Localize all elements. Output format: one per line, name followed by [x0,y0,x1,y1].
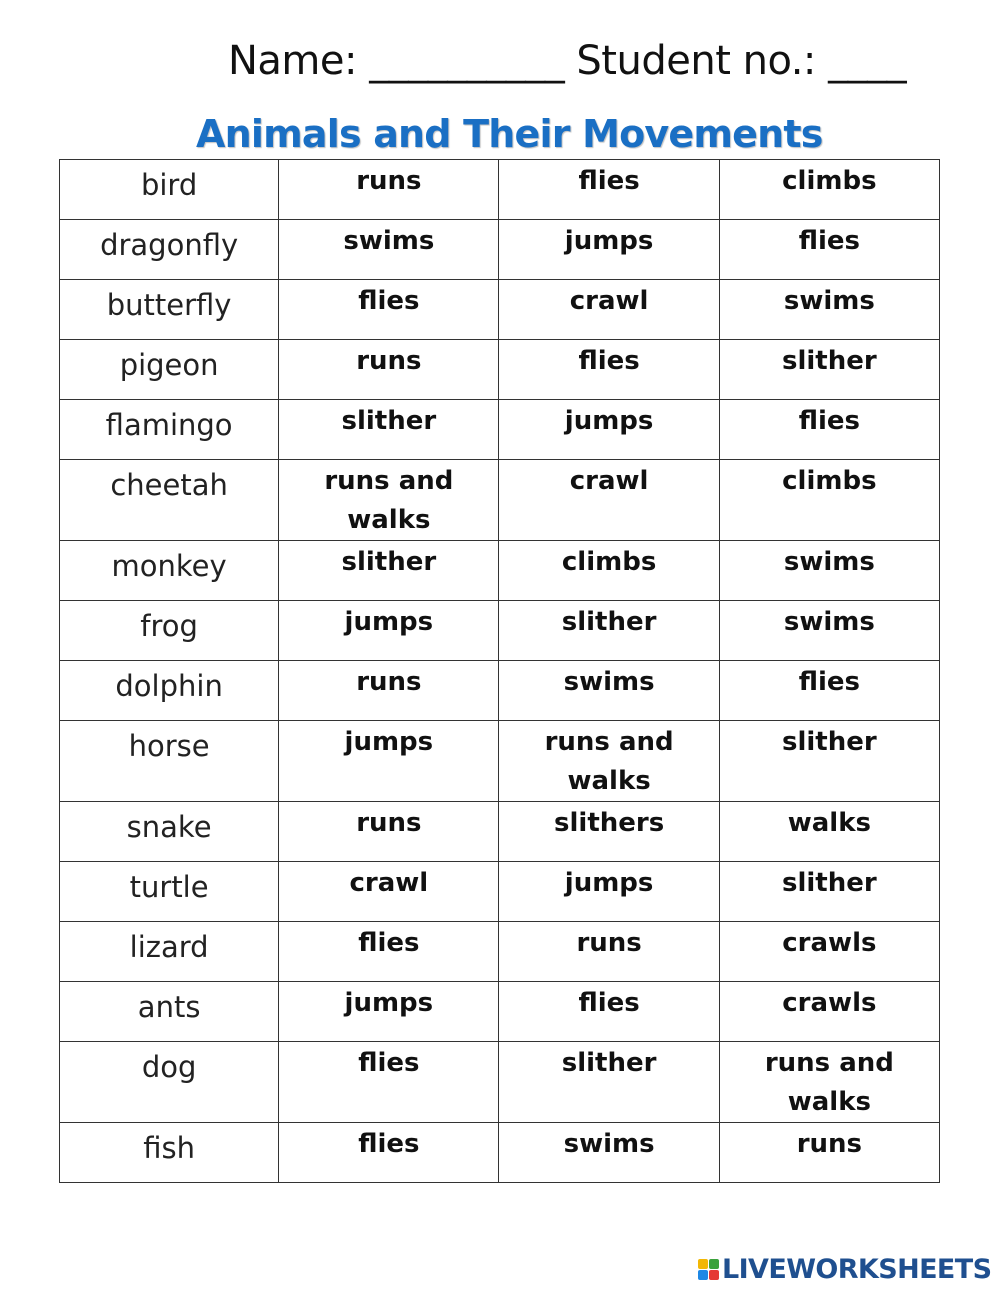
movement-option-label: swims [783,286,875,316]
movement-option-label: slither [782,346,877,376]
liveworksheets-logo [698,1254,991,1285]
animal-name-cell: cheetah [60,460,279,541]
movement-option-cell[interactable] [719,1042,939,1123]
movement-option-label: walks [787,808,871,838]
movement-option-cell[interactable] [499,661,719,721]
movement-option-cell[interactable] [719,661,939,721]
movement-option-label: flies [358,286,420,316]
movement-option-cell[interactable] [499,1042,719,1123]
name-student-line: Name: __________ Student no.: ____ [228,38,907,84]
movement-option-cell[interactable] [719,922,939,982]
movement-option-label: swims [783,607,875,637]
movement-option-cell[interactable] [499,340,719,400]
movement-option-label: climbs [561,547,657,577]
logo-square-4 [709,1270,719,1280]
movement-option-cell[interactable] [499,601,719,661]
table-row [60,982,940,1042]
animal-name-cell: flamingo [60,400,279,460]
animal-name-cell: butterfly [60,280,279,340]
movement-option-cell[interactable] [279,802,499,862]
movement-option-cell[interactable] [499,280,719,340]
movement-option-label: runs [356,346,422,376]
movement-option-label: runs and walks [544,727,674,796]
movement-option-cell[interactable] [279,460,499,541]
movement-option-cell[interactable] [499,802,719,862]
table-row [60,541,940,601]
movement-option-label: slither [782,727,877,757]
movement-option-label: flies [358,1129,420,1159]
animal-name-cell: frog [60,601,279,661]
movement-option-label: runs and walks [764,1048,894,1117]
movement-option-cell[interactable] [719,1123,939,1183]
animal-movement-table [59,159,940,1183]
movement-option-cell[interactable] [499,220,719,280]
movement-option-label: jumps [564,868,654,898]
table-row [60,802,940,862]
movement-option-cell[interactable] [719,460,939,541]
movement-option-cell[interactable] [499,922,719,982]
logo-text: LIVEWORKSHEETS [722,1254,992,1285]
animal-name-cell: ants [60,982,279,1042]
table-row [60,280,940,340]
movement-option-cell[interactable] [499,541,719,601]
movement-option-cell[interactable] [279,1123,499,1183]
animal-name-cell: lizard [60,922,279,982]
movement-option-cell[interactable] [279,400,499,460]
movement-option-cell[interactable] [719,541,939,601]
movement-option-label: flies [798,226,860,256]
movement-option-label: climbs [782,466,877,496]
movement-option-label: flies [578,166,640,196]
movement-option-label: jumps [344,988,434,1018]
movement-option-cell[interactable] [279,721,499,802]
movement-option-label: flies [578,346,640,376]
animal-name-cell: monkey [60,541,279,601]
movement-option-cell[interactable] [499,160,719,220]
movement-option-label: swims [343,226,435,256]
animal-name-cell: horse [60,721,279,802]
table-row [60,661,940,721]
movement-option-label: slithers [554,808,665,838]
table-row [60,862,940,922]
movement-option-label: runs [356,667,422,697]
movement-option-cell[interactable] [499,1123,719,1183]
movement-option-label: crawl [569,286,649,316]
movement-option-cell[interactable] [719,802,939,862]
movement-option-label: slither [782,868,877,898]
movement-option-label: slither [341,406,437,436]
movement-option-cell[interactable] [279,541,499,601]
movement-option-label: flies [358,928,420,958]
movement-option-cell[interactable] [279,1042,499,1123]
table-row [60,922,940,982]
animal-name-cell: fish [60,1123,279,1183]
table-row [60,340,940,400]
movement-option-label: runs [356,808,422,838]
movement-option-cell[interactable] [719,160,939,220]
movement-option-label: runs [576,928,642,958]
movement-option-cell[interactable] [499,982,719,1042]
movement-option-cell[interactable] [279,862,499,922]
movement-option-cell[interactable] [499,862,719,922]
table-row [60,1042,940,1123]
movement-option-cell[interactable] [719,862,939,922]
logo-square-2 [709,1259,719,1269]
movement-option-cell[interactable] [719,721,939,802]
movement-option-cell[interactable] [279,160,499,220]
animal-name-cell: snake [60,802,279,862]
movement-option-label: jumps [564,226,654,256]
movement-option-label: climbs [782,166,877,196]
animal-name-cell: pigeon [60,340,279,400]
logo-square-3 [698,1270,708,1280]
movement-option-label: flies [798,667,860,697]
animal-name-cell: dog [60,1042,279,1123]
movement-option-label: runs [796,1129,863,1159]
table-row [60,721,940,802]
movement-option-label: crawls [782,928,877,958]
movement-option-label: flies [578,988,640,1018]
movement-option-cell[interactable] [499,400,719,460]
movement-option-cell[interactable] [279,661,499,721]
movement-option-cell[interactable] [499,721,719,802]
movement-option-cell[interactable] [719,280,939,340]
worksheet-title: Animals and Their Movements [196,112,823,156]
movement-option-cell[interactable] [499,460,719,541]
movement-option-cell[interactable] [719,982,939,1042]
animal-name-cell: dragonfly [60,220,279,280]
movement-option-label: runs [356,166,422,196]
movement-option-label: jumps [564,406,654,436]
movement-option-label: crawl [569,466,649,496]
movement-option-label: crawl [349,868,429,898]
movement-option-cell[interactable] [719,400,939,460]
movement-option-cell[interactable] [279,982,499,1042]
movement-option-label: slither [341,547,437,577]
table-row [60,1123,940,1183]
movement-option-label: jumps [344,727,434,757]
table-row [60,400,940,460]
movement-option-cell[interactable] [279,922,499,982]
movement-option-label: jumps [344,607,434,637]
movement-option-label: runs and walks [324,466,454,535]
movement-option-cell[interactable] [719,340,939,400]
movement-option-cell[interactable] [279,220,499,280]
animal-name-cell: turtle [60,862,279,922]
movement-option-label: swims [563,667,655,697]
movement-option-cell[interactable] [719,220,939,280]
movement-option-label: slither [561,1048,657,1078]
movement-option-label: flies [798,406,860,436]
table-row [60,460,940,541]
movement-option-cell[interactable] [279,280,499,340]
movement-option-label: swims [783,547,875,577]
movement-option-label: slither [561,607,657,637]
liveworksheets-logo-icon [698,1259,719,1280]
table-row [60,601,940,661]
animal-name-cell: dolphin [60,661,279,721]
movement-option-label: crawls [782,988,877,1018]
animal-name-cell: bird [60,160,279,220]
movement-option-label: flies [358,1048,420,1078]
movement-option-cell[interactable] [279,601,499,661]
movement-option-label: swims [563,1129,655,1159]
logo-square-1 [698,1259,708,1269]
table-row [60,220,940,280]
movement-option-cell[interactable] [279,340,499,400]
table-row [60,160,940,220]
movement-option-cell[interactable] [719,601,939,661]
